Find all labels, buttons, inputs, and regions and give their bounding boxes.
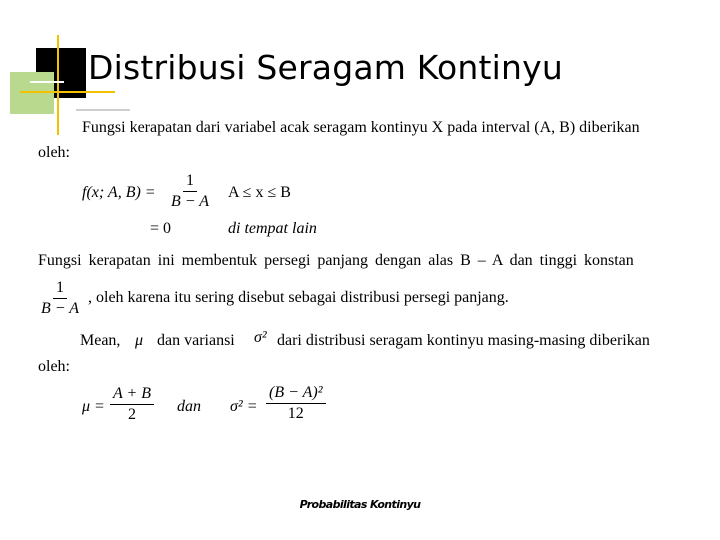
- mean-fraction: [110, 385, 154, 424]
- mean-lhs: μ =: [82, 398, 105, 415]
- formula-dan: dan: [177, 398, 201, 415]
- variance-lhs: σ² =: [230, 398, 258, 415]
- para3-line-2: oleh:: [38, 358, 70, 375]
- mean-numerator: A + B: [110, 385, 154, 405]
- para2-line-2: , oleh karena itu sering disebut sebagai distribusi persegi panjang.: [88, 289, 509, 306]
- para3-sigma: σ²: [254, 329, 267, 346]
- slide-footer: Probabilitas Kontinyu: [299, 498, 421, 511]
- para3-rest: dari distribusi seragam kontinyu masing-masing diberikan: [277, 332, 650, 349]
- variance-denominator: 12: [287, 405, 304, 422]
- para2-line-1: Fungsi kerapatan ini membentuk persegi panjang dengan alas B – A dan tinggi konstan: [38, 252, 634, 269]
- pdf-lhs: f(x; A, B) =: [82, 184, 156, 201]
- pdf-elsewhere: di tempat lain: [228, 220, 317, 237]
- para2-fraction-numerator: 1: [53, 279, 67, 299]
- variance-numerator: (B − A)²: [266, 384, 326, 404]
- para3-mu: μ: [135, 332, 144, 349]
- para3-mean: Mean,: [80, 332, 121, 349]
- pdf-fraction: [168, 172, 212, 211]
- intro-line-2: oleh:: [38, 144, 70, 161]
- pdf-condition: A ≤ x ≤ B: [228, 184, 291, 201]
- variance-fraction: [266, 384, 326, 423]
- pdf-zero-line: = 0: [150, 220, 172, 237]
- para3-mid: dan variansi: [157, 332, 235, 349]
- para2-fraction: [38, 279, 82, 318]
- slide-title: Distribusi Seragam Kontinyu: [88, 48, 563, 87]
- pdf-fraction-denominator: B − A: [171, 193, 210, 210]
- pdf-fraction-numerator: 1: [183, 172, 197, 192]
- para2-fraction-denominator: B − A: [41, 300, 80, 317]
- mean-denominator: 2: [128, 406, 137, 423]
- intro-line-1: Fungsi kerapatan dari variabel acak seragam kontinyu X pada interval (A, B) diberikan: [82, 119, 640, 136]
